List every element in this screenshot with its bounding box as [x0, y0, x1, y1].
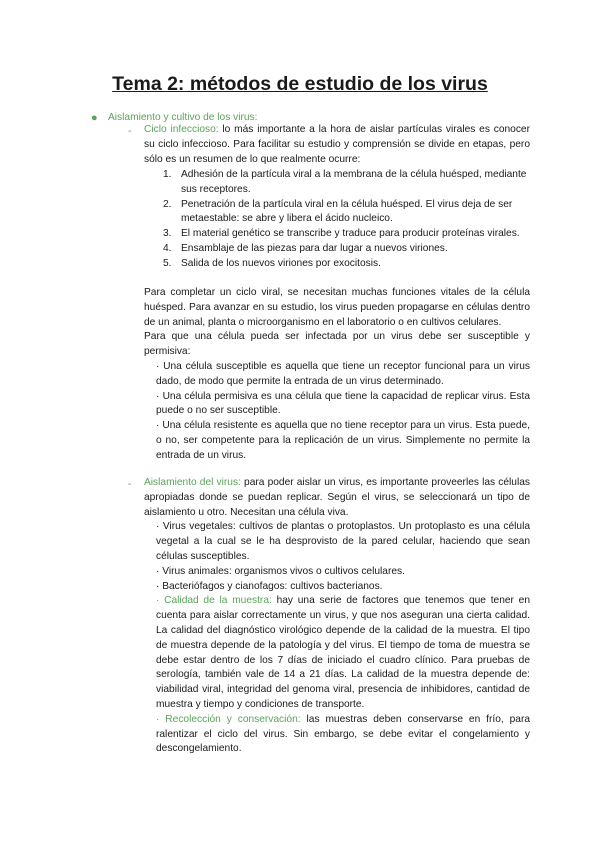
recoleccion-label: · Recolección y conservación: [156, 713, 301, 725]
paragraph: · Una célula permisiva es una célula que tiene la capacidad de replicar virus. Esta puede o no ser susceptible. [156, 390, 530, 417]
aislamiento-label: Aislamiento del virus: [144, 477, 241, 488]
paragraph: · Bacteriófagos y cianofagos: cultivos bacterianos. [156, 580, 383, 592]
calidad-label: · Calidad de la muestra: [156, 595, 272, 607]
list-item [163, 242, 530, 257]
paragraph: · Una célula resistente es aquella que no tiene receptor para un virus. Esta puede, o no, ser competente para la replicación de un virus. Simplemente no permite la entrada de un virus. [156, 420, 530, 461]
list-number: 4. [163, 242, 172, 254]
list-number: 3. [163, 228, 172, 240]
ciclo-details [144, 286, 530, 464]
section-heading: Aislamiento y cultivo de los virus: [108, 112, 258, 123]
paragraph: · Una célula susceptible es aquella que tiene un receptor funcional para un virus dado, de modo que permite la entrada de un virus determinado. [156, 360, 530, 387]
steps-list [163, 168, 530, 272]
list-number: 1. [163, 169, 172, 180]
list-item [163, 168, 530, 198]
list-text: Adhesión de la partícula viral a la membrana de la célula huésped, mediante sus receptores. [181, 169, 527, 195]
paragraph: Para que una célula pueda ser infectada por un virus debe ser susceptible y permisiva: [144, 331, 530, 358]
list-item [163, 257, 530, 272]
list-item [163, 198, 530, 228]
list-text: Penetración de la partícula viral en la célula huésped. El virus deja de ser metaestable: se abre y libera el ácido nucleico. [181, 198, 513, 225]
ciclo-label: Ciclo infeccioso: [144, 124, 219, 135]
dash-icon: - [128, 479, 132, 490]
list-text: Ensamblaje de las piezas para dar lugar a nuevos viriones. [181, 242, 448, 254]
list-number: 5. [163, 257, 172, 269]
paragraph: · Virus vegetales: cultivos de plantas o protoplastos. Un protoplasto es una célula vegetal a la cual se le ha desprovisto de la pared celular, haciendo que sean células susceptibles. [156, 521, 530, 562]
list-text: Salida de los nuevos viriones por exocitosis. [181, 257, 381, 269]
aislamiento-paragraph [144, 476, 530, 757]
ciclo-text: lo más importante a la hora de aislar partículas virales es conocer su ciclo infeccioso. Para facilitar su estudio y comprensión se divide en etapas, pero sólo es un resumen de lo que realmente ocurre: [144, 124, 530, 165]
list-item [163, 227, 530, 242]
page-title: Tema 2: métodos de estudio de los virus [112, 73, 488, 95]
list-number: 2. [163, 198, 172, 210]
ciclo-paragraph [144, 123, 530, 167]
list-text: El material genético se transcribe y traduce para producir proteínas virales. [181, 228, 520, 240]
bullet-icon: ● [91, 112, 98, 124]
dash-icon: - [128, 126, 132, 137]
recoleccion-text: las muestras deben conservarse en frío, para ralentizar el ciclo del virus. Sin embargo, se debe evitar el congelamiento y descongelamiento. [156, 713, 531, 755]
paragraph: Para completar un ciclo viral, se necesitan muchas funciones vitales de la célula huésped. Para avanzar en su estudio, los virus pueden propagarse en células dentro de un animal, planta o microorganismo en el laboratorio o en cultivos celulares. [144, 287, 530, 328]
paragraph: · Virus animales: organismos vivos o cultivos celulares. [156, 565, 405, 577]
calidad-text: hay una serie de factores que tenemos que tener en cuenta para aislar correctamente un virus, y que nos aseguran una cierta calidad. La calidad del diagnóstico virológico depende de la calidad de la muestra. El tipo de muestra depende de la patología y del virus. El tiempo de toma de muestra se debe estar dentro de los 7 días de iniciado el cuadro clínico. Para pruebas de serología, también vale de 14 a 21 días. La calidad de la muestra depende de: viabilidad viral, integridad del genoma viral, presencia de inhibidores, cantidad de muestra y tiempo y condiciones de transporte. [156, 595, 531, 710]
aislamiento-text: para poder aislar un virus, es importante proveerles las células apropiadas donde se puedan replicar. Según el virus, se seleccionará un tipo de aislamiento u otro. Necesitan una célula viva. [144, 477, 530, 518]
